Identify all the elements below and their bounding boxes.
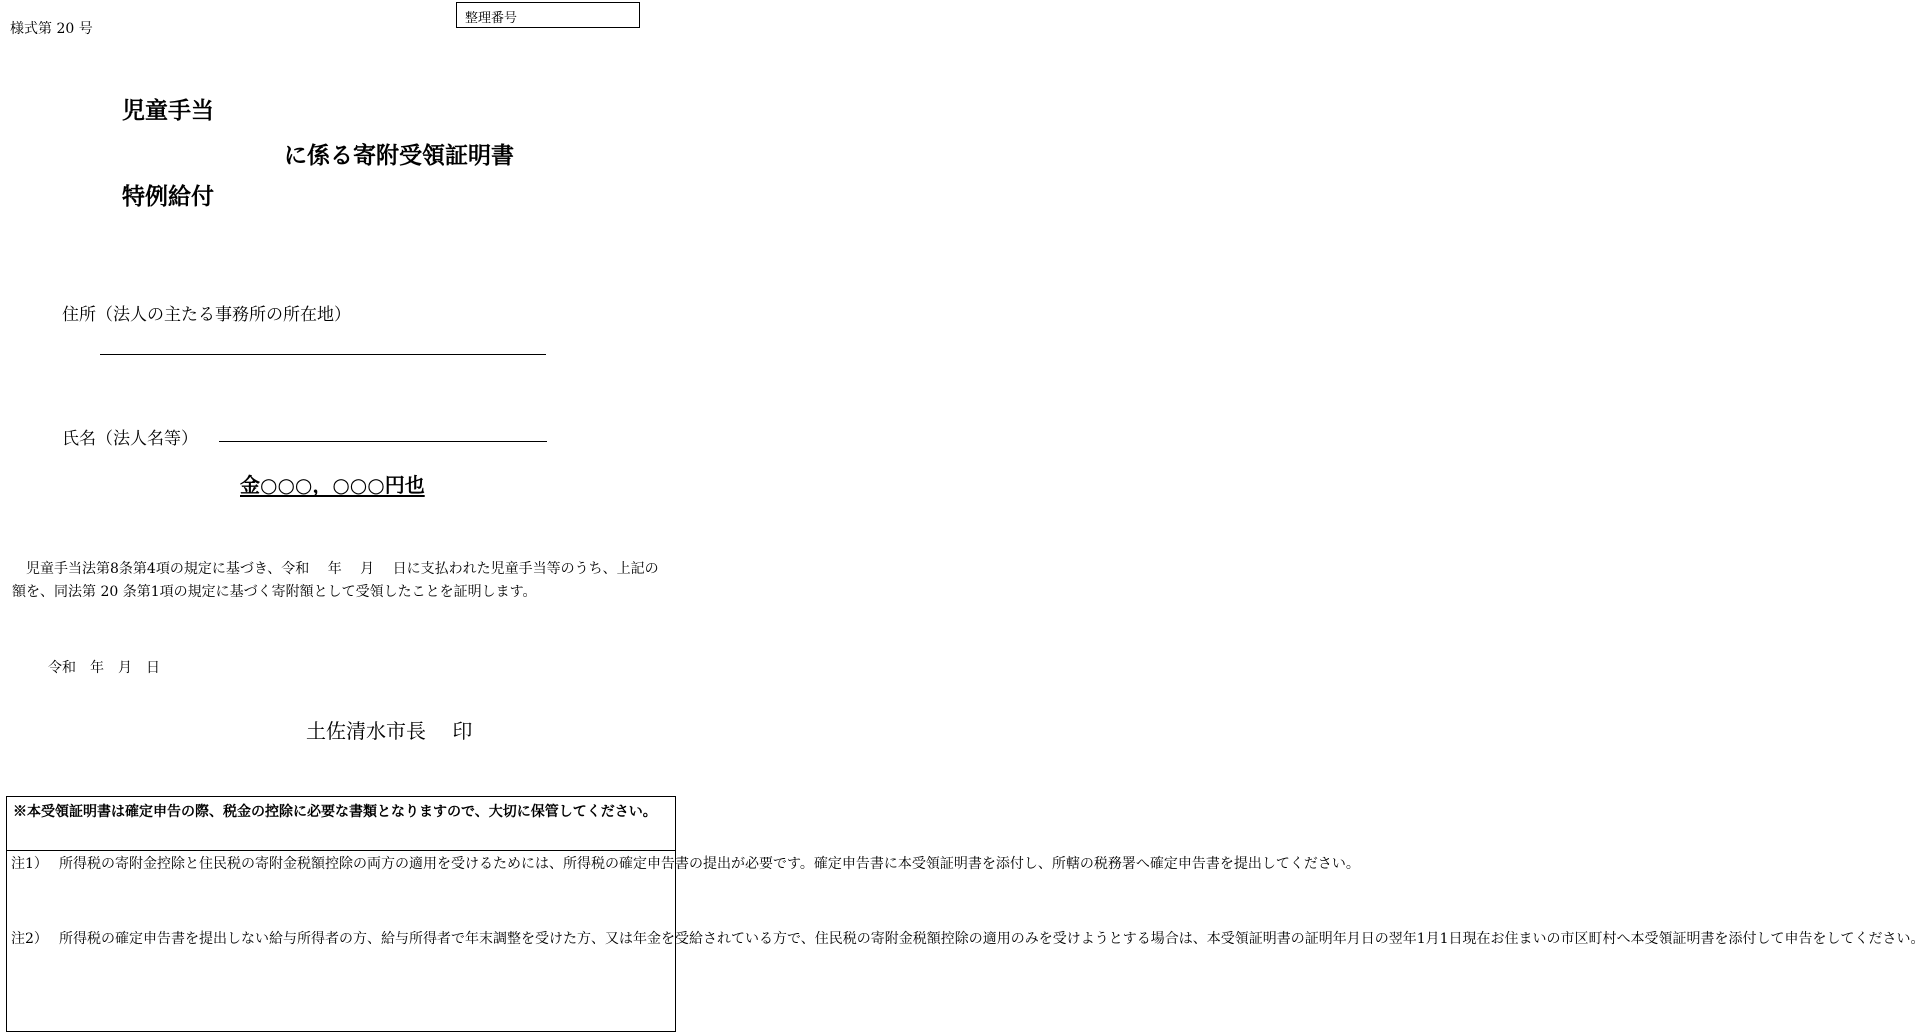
- note-2: [7, 928, 1925, 951]
- notes-box: [6, 796, 1925, 1032]
- name-label: 氏名（法人名等）: [62, 429, 198, 449]
- amount: 金○○○，○○○円也: [240, 473, 425, 497]
- reference-number-label: 整理番号: [465, 11, 518, 26]
- notice-text: ※本受領証明書は確定申告の際、税金の控除に必要な書類となりますので、大切に保管してください。: [7, 797, 675, 851]
- title-line-2: に係る寄附受領証明書: [284, 142, 514, 169]
- note-2-text: 所得税の確定申告書を提出しない給与所得者の方、給与所得者で年末調整を受けた方、又は年金を受給されている方で、住民税の寄附金税額控除の適用のみを受けようとする場合は、本受領証明書の証明年月日の翌年1月1日現在お住まいの市区町村へ本受領証明書を添付して申告をしてください。: [59, 931, 1925, 947]
- title-line-1: 児童手当: [122, 97, 214, 124]
- form-number: 様式第 20 号: [10, 21, 93, 37]
- note-1: [7, 853, 1360, 876]
- issue-date: 令和 年 月 日: [48, 660, 160, 676]
- address-label: 住所（法人の主たる事務所の所在地）: [62, 305, 351, 325]
- note-2-mark: 注2）: [11, 931, 48, 947]
- address-field-line: [100, 354, 546, 355]
- title-line-3: 特例給付: [122, 183, 214, 210]
- note-1-mark: 注1）: [11, 856, 48, 872]
- note-1-text: 所得税の寄附金控除と住民税の寄附金税額控除の両方の適用を受けるためには、所得税の確定申告書の提出が必要です。確定申告書に本受領証明書を添付し、所轄の税務署へ確定申告書を提出してください。: [59, 856, 1360, 872]
- reference-number-box: [456, 2, 640, 28]
- issuer-seal: 土佐清水市長 印: [306, 719, 473, 743]
- certification-text: 児童手当法第8条第4項の規定に基づき、令和 年 月 日に支払われた児童手当等のうち、上記の額を、同法第 20 条第1項の規定に基づく寄附額として受領したことを証明します。: [12, 561, 659, 600]
- name-field-line: [219, 441, 547, 442]
